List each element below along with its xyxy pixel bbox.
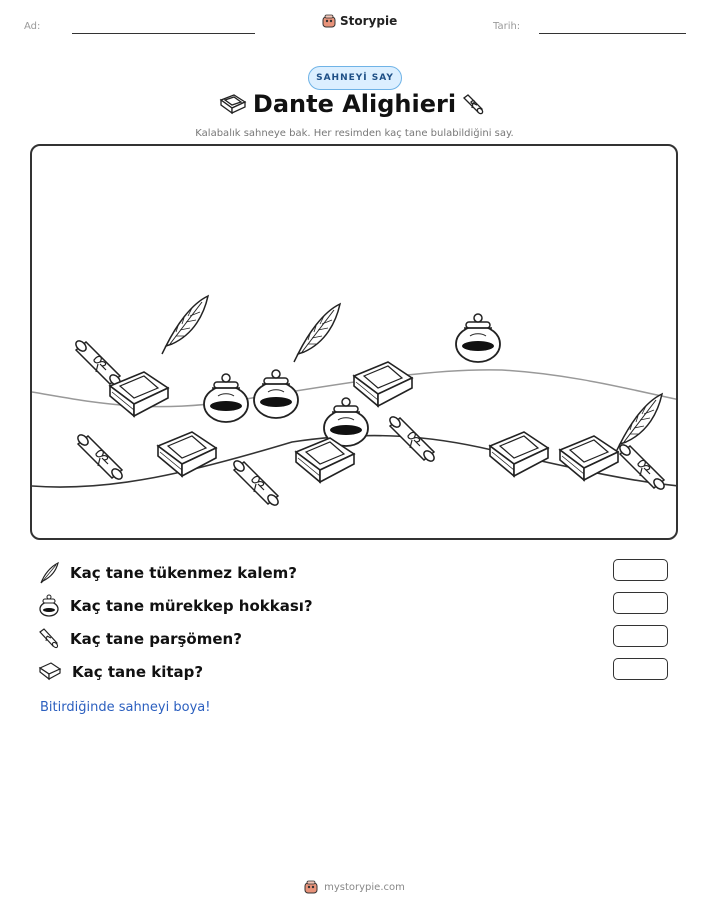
quill-item xyxy=(616,394,662,452)
name-label: Ad: xyxy=(24,21,41,32)
question-text: Kaç tane tükenmez kalem? xyxy=(70,564,297,582)
scroll-item xyxy=(74,339,122,387)
coloring-note: Bitirdiğinde sahneyi boya! xyxy=(40,700,211,715)
book-item xyxy=(354,362,412,406)
quill-item xyxy=(294,304,340,362)
answer-box-ink-pot[interactable] xyxy=(613,592,668,614)
ink-pot-item xyxy=(204,374,248,422)
scene-drawing xyxy=(32,146,678,540)
storypie-mascot-icon xyxy=(322,14,336,28)
book-item xyxy=(490,432,548,476)
scroll-item xyxy=(76,433,124,481)
question-text: Kaç tane parşömen? xyxy=(70,630,242,648)
page-title: Dante Alighieri xyxy=(252,90,457,118)
title-scroll-icon xyxy=(460,92,488,120)
footer-url[interactable]: mystorypie.com xyxy=(324,881,405,893)
counting-scene xyxy=(30,144,678,540)
question-text: Kaç tane mürekkep hokkası? xyxy=(70,597,313,615)
date-label: Tarih: xyxy=(493,21,521,32)
answer-box-quill[interactable] xyxy=(613,559,668,581)
book-item xyxy=(560,436,618,480)
book-icon xyxy=(38,661,62,683)
ink-pot-item xyxy=(456,314,500,362)
quill-icon xyxy=(38,561,60,585)
name-line[interactable] xyxy=(72,33,255,34)
scroll-item xyxy=(232,459,280,507)
question-row-book xyxy=(38,659,203,685)
question-row-ink-pot xyxy=(38,593,313,619)
scroll-icon xyxy=(38,627,60,651)
brand-name: Storypie xyxy=(340,14,398,28)
footer xyxy=(0,880,709,894)
book-item xyxy=(158,432,216,476)
answer-box-book[interactable] xyxy=(613,658,668,680)
activity-badge: SAHNEYİ SAY xyxy=(308,66,402,90)
date-line[interactable] xyxy=(539,33,686,34)
question-row-quill xyxy=(38,560,297,586)
instructions: Kalabalık sahneye bak. Her resimden kaç tane bulabildiğini say. xyxy=(195,128,514,139)
question-row-scroll xyxy=(38,626,242,652)
answer-box-scroll[interactable] xyxy=(613,625,668,647)
ink-pot-item xyxy=(254,370,298,418)
quill-item xyxy=(162,296,208,354)
ink-pot-icon xyxy=(38,594,60,618)
question-text: Kaç tane kitap? xyxy=(72,663,204,681)
brand-logo xyxy=(322,14,397,28)
scroll-item xyxy=(618,443,666,491)
storypie-mascot-icon xyxy=(304,880,318,894)
